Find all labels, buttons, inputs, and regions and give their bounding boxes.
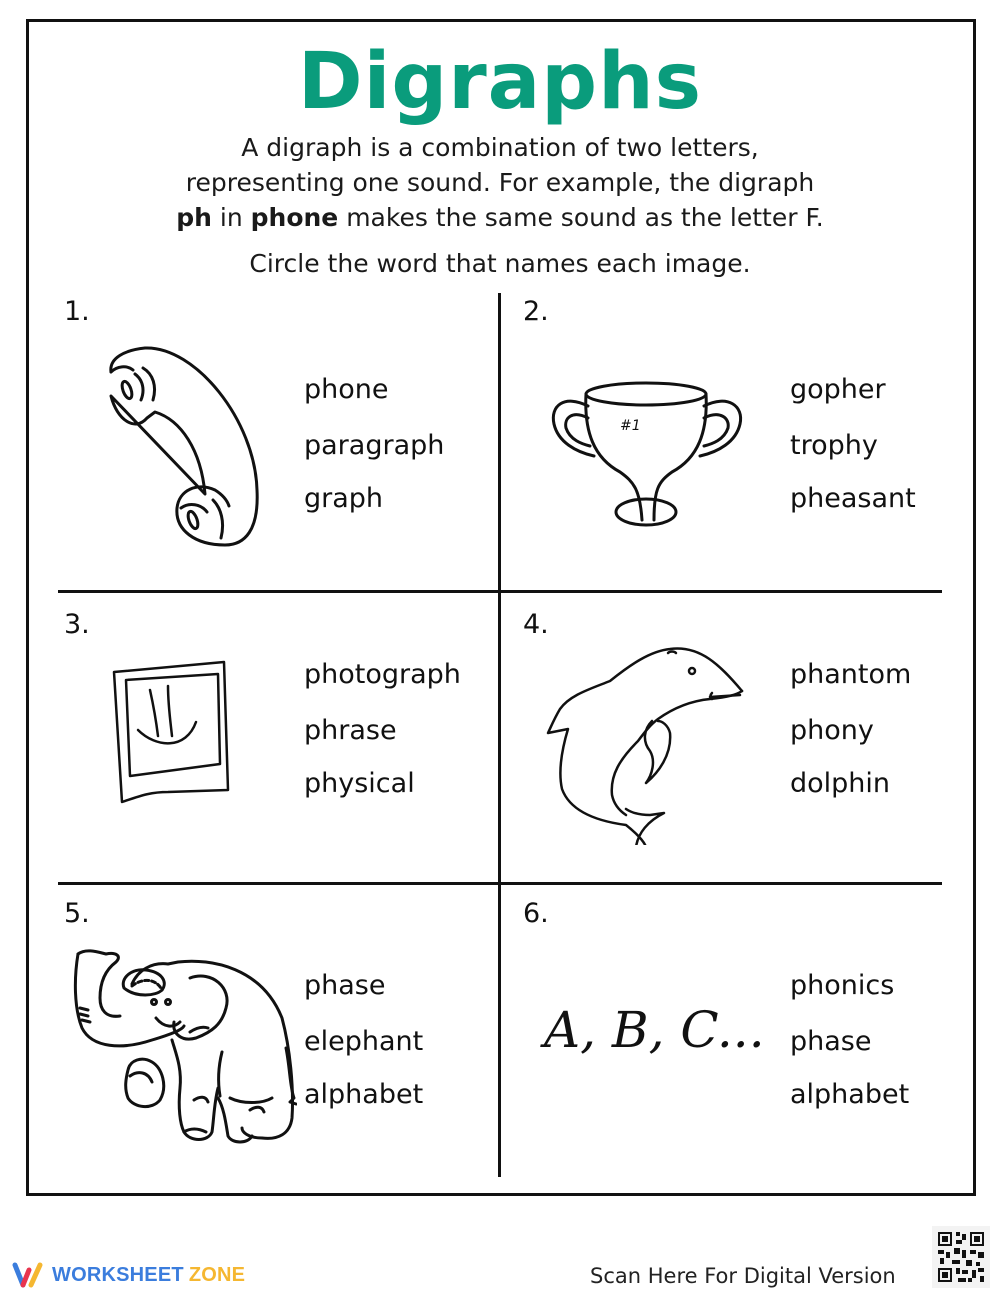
trophy-icon — [550, 372, 750, 527]
option-alphabet[interactable]: alphabet — [790, 1079, 910, 1110]
option-phony[interactable]: phony — [790, 715, 874, 746]
option-dolphin[interactable]: dolphin — [790, 768, 891, 799]
option-phase[interactable]: phase — [790, 1026, 872, 1057]
question-number: 4. — [523, 609, 549, 640]
instruction-text: Circle the word that names each image. — [249, 249, 751, 278]
trophy-rank-label: #1 — [620, 418, 641, 434]
brand-name-part2: ZONE — [188, 1263, 246, 1286]
grid-horizontal-divider-1 — [58, 590, 942, 593]
photograph-icon — [110, 660, 235, 810]
question-number: 1. — [64, 296, 90, 327]
example-word: phone — [250, 203, 339, 232]
option-phase[interactable]: phase — [304, 970, 386, 1001]
worksheet-title: Digraphs — [297, 37, 703, 127]
dolphin-icon — [540, 625, 750, 845]
worksheet-zone-logo-icon — [12, 1262, 46, 1288]
option-phone[interactable]: phone — [304, 374, 389, 405]
telephone-handset-icon — [105, 340, 265, 555]
option-graph[interactable]: graph — [304, 483, 384, 514]
alphabet-text-image: A, B, C... — [544, 1001, 765, 1059]
option-physical[interactable]: physical — [304, 768, 415, 799]
grid-horizontal-divider-2 — [58, 882, 942, 885]
option-pheasant[interactable]: pheasant — [790, 483, 916, 514]
option-phrase[interactable]: phrase — [304, 715, 397, 746]
option-phantom[interactable]: phantom — [790, 659, 912, 690]
grid-vertical-divider — [498, 293, 501, 1177]
option-alphabet[interactable]: alphabet — [304, 1079, 424, 1110]
intro-line-2: representing one sound. For example, the digraph — [185, 168, 815, 197]
brand-name-part1: WORKSHEET — [52, 1263, 184, 1286]
intro-line-3: ph in phone makes the same sound as the letter F. — [176, 203, 824, 232]
option-paragraph[interactable]: paragraph — [304, 430, 445, 461]
worksheet-zone-logo[interactable] — [12, 1262, 245, 1288]
option-gopher[interactable]: gopher — [790, 374, 886, 405]
qr-code-icon[interactable] — [932, 1226, 990, 1288]
question-number: 3. — [64, 609, 90, 640]
digraph-example: ph — [176, 203, 212, 232]
intro-paragraph — [0, 130, 1000, 235]
question-number: 2. — [523, 296, 549, 327]
elephant-icon — [72, 948, 297, 1148]
scan-instruction: Scan Here For Digital Version — [590, 1264, 896, 1288]
option-photograph[interactable]: photograph — [304, 659, 461, 690]
intro-line-1: A digraph is a combination of two letters, — [241, 133, 759, 162]
option-phonics[interactable]: phonics — [790, 970, 895, 1001]
option-trophy[interactable]: trophy — [790, 430, 878, 461]
option-elephant[interactable]: elephant — [304, 1026, 424, 1057]
question-number: 6. — [523, 898, 549, 929]
question-number: 5. — [64, 898, 90, 929]
